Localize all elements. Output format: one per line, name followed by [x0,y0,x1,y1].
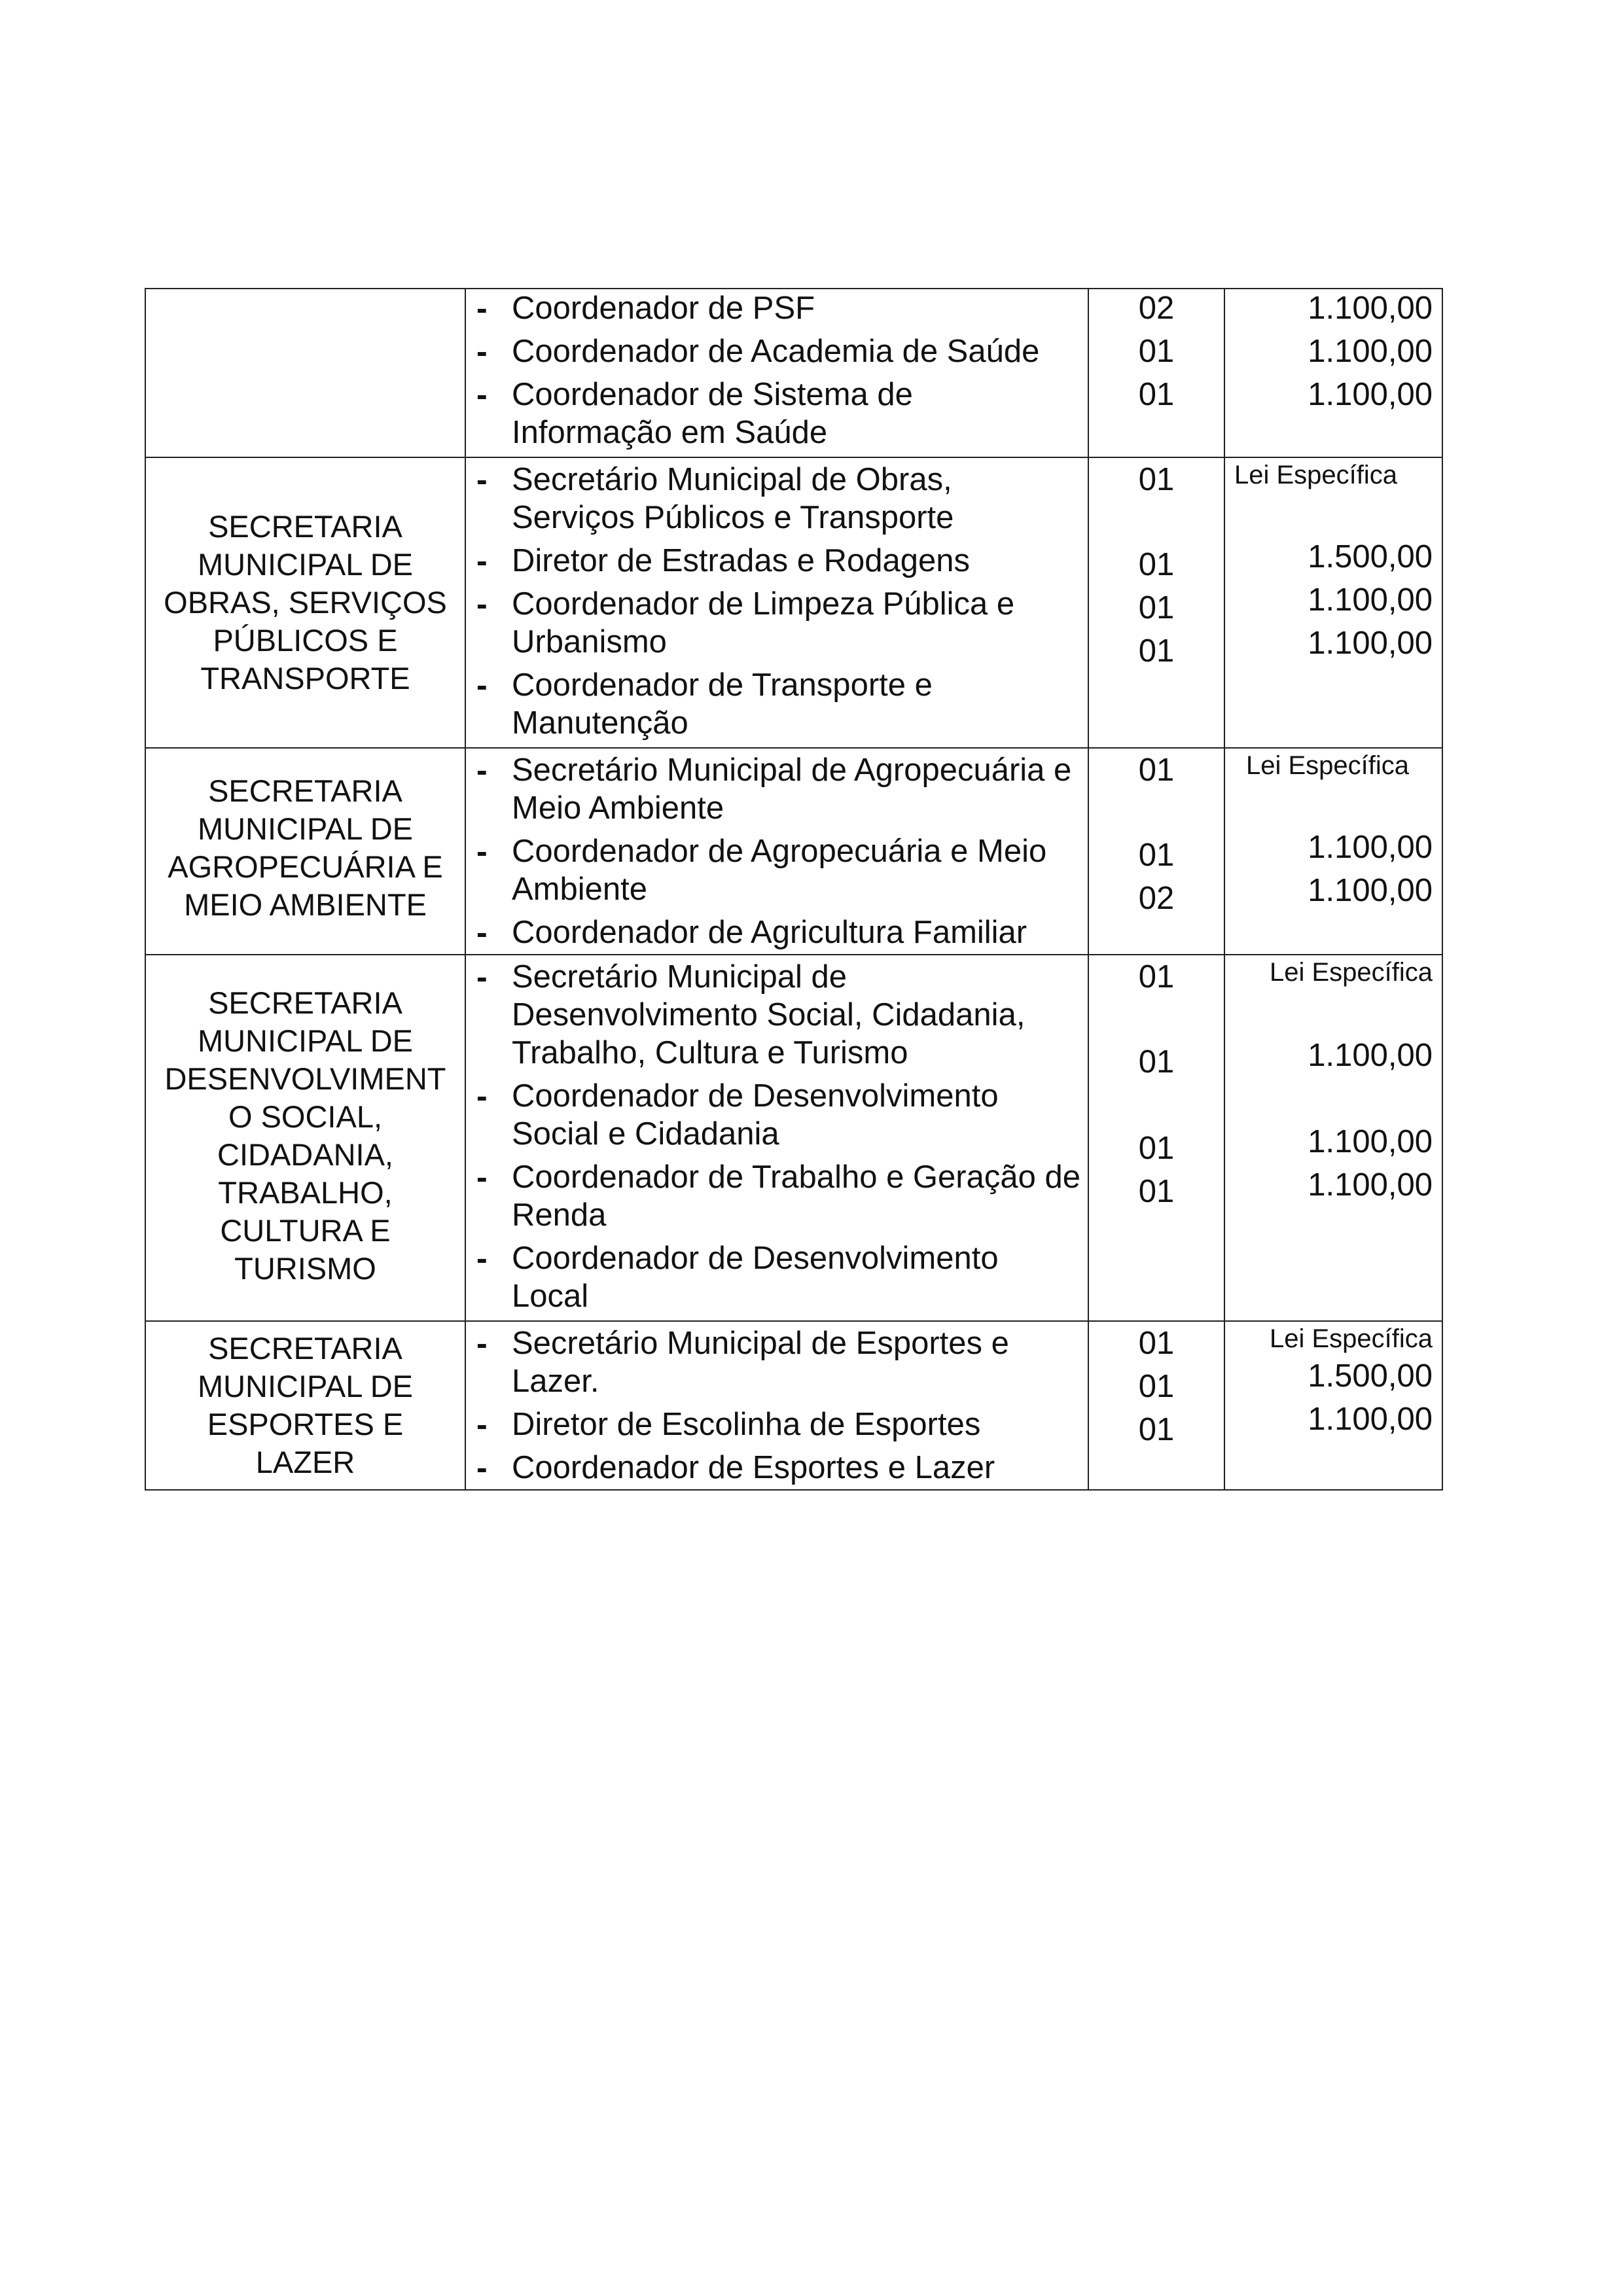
vencimento-value: 1.100,00 [1308,377,1433,412]
list-item: - Secretário Municipal de Obras, Serviços Públicos e Transporte [466,461,1088,537]
quantidade-value: 01 [1138,590,1175,626]
secretaria-name: SECRETARIA MUNICIPAL DE DESENVOLVIMENT O SOCIAL, CIDADANIA, TRABALHO, CULTURA E TURISMO [164,985,446,1286]
cargos-cell [465,457,1088,748]
vencimento-value: Lei Específica [1246,751,1410,780]
list-item: - Secretário Municipal de Desenvolvimento Social, Cidadania, Trabalho, Cultura e Turismo [466,958,1088,1072]
secretaria-cell [145,457,465,748]
vencimento-cell [1224,289,1442,457]
quantidade-value: 01 [1138,1369,1175,1404]
vencimento-value: Lei Específica [1269,958,1433,987]
cargos-table [145,288,1443,1491]
cargo-name: Coordenador de Agricultura Familiar [512,915,1027,950]
list-item: - Coordenador de Agricultura Familiar [466,913,1088,951]
vencimento-value: 1.100,00 [1308,582,1433,618]
cargo-name: Secretário Municipal de Agropecuária e Meio Ambiente [512,752,1072,826]
vencimento-value: Lei Específica [1234,461,1398,489]
secretaria-name: SECRETARIA MUNICIPAL DE ESPORTES E LAZER [197,1331,414,1479]
table-row [145,457,1442,748]
quantidade-cell [1088,955,1224,1321]
vencimento-value: 1.100,00 [1308,334,1433,369]
table-row [145,1321,1442,1490]
cargos-cell [465,748,1088,955]
vencimento-value: 1.100,00 [1308,291,1433,326]
vencimento-cell [1224,1321,1442,1490]
cargo-name: Diretor de Estradas e Rodagens [512,543,970,578]
cargos-cell [465,955,1088,1321]
list-item: - Coordenador de Desenvolvimento Local [466,1239,1088,1315]
vencimento-value: Lei Específica [1269,1324,1433,1353]
quantidade-value: 01 [1138,838,1175,873]
secretaria-cell [145,955,465,1321]
vencimento-value: 1.100,00 [1308,830,1433,865]
quantidade-value: 02 [1138,881,1175,916]
quantidade-value: 01 [1138,377,1175,412]
quantidade-value: 01 [1138,1412,1175,1447]
cargo-name: Coordenador de Trabalho e Geração de Renda [512,1159,1080,1233]
cargo-name: Diretor de Escolinha de Esportes [512,1407,981,1442]
list-item: - Secretário Municipal de Esportes e Lazer. [466,1324,1088,1400]
vencimento-value: 1.100,00 [1308,1038,1433,1073]
quantidade-cell [1088,457,1224,748]
secretaria-cell [145,748,465,955]
quantidade-cell [1088,748,1224,955]
cargo-name: Coordenador de Academia de Saúde [512,334,1040,369]
quantidade-value: 01 [1138,1131,1175,1166]
cargo-name: Coordenador de Limpeza Pública e Urbanismo [512,586,1015,660]
vencimento-value: 1.100,00 [1308,1124,1433,1159]
quantidade-cell [1088,289,1224,457]
vencimento-cell [1224,748,1442,955]
quantidade-value: 01 [1138,334,1175,369]
table-row [145,748,1442,955]
quantidade-value: 01 [1138,1174,1175,1209]
cargo-name: Coordenador de Transporte e Manutenção [512,667,933,741]
cargo-name: Coordenador de Esportes e Lazer [512,1450,995,1485]
list-item: - Coordenador de Trabalho e Geração de Renda [466,1158,1088,1234]
list-item: - Secretário Municipal de Agropecuária e Meio Ambiente [466,751,1088,827]
list-item: - Diretor de Estradas e Rodagens [466,542,1088,580]
cargo-name: Coordenador de Desenvolvimento Social e Cidadania [512,1078,999,1152]
quantidade-value: 01 [1138,633,1175,669]
cargo-name: Secretário Municipal de Esportes e Lazer. [512,1326,1009,1399]
quantidade-value: 01 [1138,1044,1175,1080]
table-row [145,289,1442,457]
list-item: - Coordenador de Esportes e Lazer [466,1449,1088,1487]
list-item: - Coordenador de Transporte e Manutenção [466,666,1088,742]
vencimento-cell [1224,955,1442,1321]
quantidade-value: 01 [1138,752,1175,788]
cargo-name: Coordenador de Desenvolvimento Local [512,1241,999,1314]
list-item: - Coordenador de Desenvolvimento Social e Cidadania [466,1077,1088,1153]
table-row [145,955,1442,1321]
cargo-name: Secretário Municipal de Obras, Serviços Públicos e Transporte [512,462,954,535]
list-item: - Coordenador de Limpeza Pública e Urbanismo [466,585,1088,661]
vencimento-value: 1.500,00 [1308,539,1433,574]
cargos-cell [465,289,1088,457]
cargo-name: Coordenador de PSF [512,291,815,326]
cargo-name: Coordenador de Agropecuária e Meio Ambiente [512,834,1047,907]
secretaria-name: SECRETARIA MUNICIPAL DE AGROPECUÁRIA E MEIO AMBIENTE [168,773,443,922]
quantidade-value: 01 [1138,959,1175,995]
cargos-cell [465,1321,1088,1490]
list-item: - Coordenador de Academia de Saúde [466,332,1088,370]
cargo-name: Coordenador de Sistema de Informação em Saúde [512,377,913,450]
vencimento-cell [1224,457,1442,748]
quantidade-value: 01 [1138,1326,1175,1361]
list-item: - Coordenador de Agropecuária e Meio Ambiente [466,832,1088,908]
list-item: - Coordenador de Sistema de Informação em Saúde [466,376,1088,451]
list-item: - Diretor de Escolinha de Esportes [466,1405,1088,1443]
vencimento-value: 1.100,00 [1308,1167,1433,1203]
secretaria-cell [145,1321,465,1490]
secretaria-name: SECRETARIA MUNICIPAL DE OBRAS, SERVIÇOS PÚBLICOS E TRANSPORTE [164,509,447,696]
quantidade-value: 02 [1138,291,1175,326]
quantidade-value: 01 [1138,547,1175,582]
vencimento-value: 1.100,00 [1308,626,1433,661]
quantidade-cell [1088,1321,1224,1490]
cargo-name: Secretário Municipal de Desenvolvimento Social, Cidadania, Trabalho, Cultura e Turismo [512,959,1026,1070]
vencimento-value: 1.100,00 [1308,873,1433,908]
secretaria-cell [145,289,465,457]
quantidade-value: 01 [1138,462,1175,497]
vencimento-value: 1.500,00 [1308,1358,1433,1394]
vencimento-value: 1.100,00 [1308,1402,1433,1437]
list-item: - Coordenador de PSF [466,289,1088,327]
